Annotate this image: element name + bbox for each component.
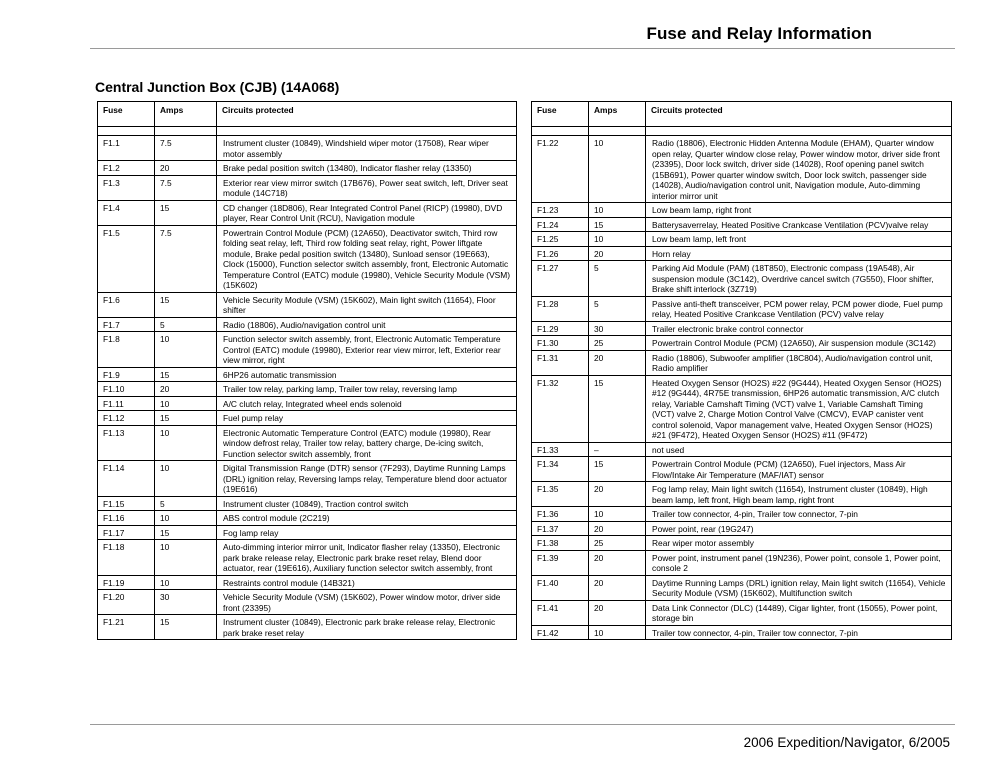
table-row: [532, 321, 952, 336]
table-row: [532, 550, 952, 575]
amps-cell: 15: [155, 200, 217, 225]
circuits-cell: Instrument cluster (10849), Electronic park brake release relay, Electronic park brake reset relay: [217, 615, 517, 640]
amps-cell: 25: [589, 536, 646, 551]
amps-cell: 10: [155, 461, 217, 497]
amps-cell: 20: [589, 521, 646, 536]
table-row: [98, 136, 517, 161]
circuits-cell: Radio (18806), Electronic Hidden Antenna Module (EHAM), Quarter window open relay, Quarter window close relay, Power window motor, driver side front (23395), Door lock switch, driver side (14028), Roof opening panel switch (15B691), Power quarter window switch, Door lock switch, passenger side (14028), Audio/navigation control unit, Navigation module, Auto-dimming interior mirror unit: [646, 136, 952, 203]
column-header-fuse: Fuse: [532, 102, 589, 127]
table-row: [98, 161, 517, 176]
table-row: [532, 336, 952, 351]
circuits-cell: Rear wiper motor assembly: [646, 536, 952, 551]
fuse-table-left-body: [98, 127, 517, 640]
circuits-cell: Parking Aid Module (PAM) (18T850), Electronic compass (19A548), Air suspension module (3C142), Overdrive cancel switch (7G550), Floor shifter, Brake shift interlock (3Z719): [646, 261, 952, 297]
circuits-cell: Powertrain Control Module (PCM) (12A650), Deactivator switch, Third row folding seat relay, left, Third row folding seat relay, right, Power liftgate module, Brake pedal position switch (13480), Sunload sensor (19E663), Clock (15000), Function selector switch assembly, front, Electronic Automatic Temperature Control (EATC) module (19980), Vehicle Security Module (VSM) (15K602): [217, 225, 517, 292]
amps-cell: 30: [589, 321, 646, 336]
circuits-cell: Trailer tow connector, 4-pin, Trailer tow connector, 7-pin: [646, 625, 952, 640]
fuse-cell: F1.38: [532, 536, 589, 551]
amps-cell: 20: [589, 482, 646, 507]
table-row: [532, 625, 952, 640]
column-header-amps: Amps: [589, 102, 646, 127]
circuits-cell: Fog lamp relay, Main light switch (11654), Instrument cluster (10849), High beam lamp, left front, High beam lamp, right front: [646, 482, 952, 507]
amps-cell: 20: [155, 161, 217, 176]
amps-cell: 10: [155, 332, 217, 368]
amps-cell: 10: [589, 507, 646, 522]
circuits-cell: Powertrain Control Module (PCM) (12A650), Fuel injectors, Mass Air Flow/Intake Air Temperature (MAF/IAT) sensor: [646, 457, 952, 482]
table-row: [98, 511, 517, 526]
fuse-cell: F1.22: [532, 136, 589, 203]
spacer-cell: [532, 127, 589, 136]
header-divider: [90, 48, 955, 49]
page-header-title: Fuse and Relay Information: [646, 24, 872, 43]
circuits-cell: Radio (18806), Subwoofer amplifier (18C804), Audio/navigation control unit, Radio amplifier: [646, 350, 952, 375]
table-row: [532, 203, 952, 218]
table-row: [532, 457, 952, 482]
table-row: [98, 382, 517, 397]
fuse-cell: F1.10: [98, 382, 155, 397]
amps-cell: 15: [155, 292, 217, 317]
circuits-cell: Trailer tow relay, parking lamp, Trailer tow relay, reversing lamp: [217, 382, 517, 397]
circuits-cell: Fog lamp relay: [217, 525, 517, 540]
table-row: [532, 232, 952, 247]
circuits-cell: Restraints control module (14B321): [217, 575, 517, 590]
circuits-cell: Batterysaverrelay, Heated Positive Crankcase Ventilation (PCV)valve relay: [646, 217, 952, 232]
fuse-cell: F1.42: [532, 625, 589, 640]
fuse-cell: F1.26: [532, 246, 589, 261]
table-row: [532, 507, 952, 522]
circuits-cell: Low beam lamp, right front: [646, 203, 952, 218]
table-row: [98, 540, 517, 576]
circuits-cell: Daytime Running Lamps (DRL) ignition relay, Main light switch (11654), Vehicle Security Module (VSM) (15K602), Multifunction switch: [646, 575, 952, 600]
circuits-cell: Electronic Automatic Temperature Control (EATC) module (19980), Rear window defrost relay, Trailer tow relay, battery charge, De-icing switch, Function selector switch assembly, front: [217, 425, 517, 461]
fuse-cell: F1.24: [532, 217, 589, 232]
fuse-table-right-body: [532, 127, 952, 640]
circuits-cell: Data Link Connector (DLC) (14489), Cigar lighter, front (15055), Power point, storage bin: [646, 600, 952, 625]
table-spacer-row: [532, 127, 952, 136]
amps-cell: 10: [155, 575, 217, 590]
amps-cell: 5: [155, 496, 217, 511]
section-title: Central Junction Box (CJB) (14A068): [95, 79, 340, 95]
spacer-cell: [589, 127, 646, 136]
fuse-cell: F1.25: [532, 232, 589, 247]
circuits-cell: Exterior rear view mirror switch (17B676), Power seat switch, left, Driver seat module (14C718): [217, 175, 517, 200]
table-row: [98, 590, 517, 615]
amps-cell: 15: [589, 457, 646, 482]
fuse-cell: F1.2: [98, 161, 155, 176]
circuits-cell: ABS control module (2C219): [217, 511, 517, 526]
fuse-cell: F1.16: [98, 511, 155, 526]
table-row: [532, 350, 952, 375]
amps-cell: 20: [589, 600, 646, 625]
column-header-circuits: Circuits protected: [646, 102, 952, 127]
amps-cell: –: [589, 442, 646, 457]
circuits-cell: Vehicle Security Module (VSM) (15K602), Main light switch (11654), Floor shifter: [217, 292, 517, 317]
column-header-circuits: Circuits protected: [217, 102, 517, 127]
fuse-cell: F1.29: [532, 321, 589, 336]
fuse-cell: F1.13: [98, 425, 155, 461]
circuits-cell: Radio (18806), Audio/navigation control unit: [217, 317, 517, 332]
fuse-cell: F1.8: [98, 332, 155, 368]
table-header-row: [98, 102, 517, 127]
fuse-cell: F1.39: [532, 550, 589, 575]
amps-cell: 15: [155, 615, 217, 640]
fuse-cell: F1.1: [98, 136, 155, 161]
table-row: [98, 525, 517, 540]
fuse-cell: F1.37: [532, 521, 589, 536]
spacer-cell: [217, 127, 517, 136]
fuse-cell: F1.18: [98, 540, 155, 576]
amps-cell: 10: [155, 396, 217, 411]
table-row: [532, 261, 952, 297]
amps-cell: 20: [155, 382, 217, 397]
amps-cell: 7.5: [155, 225, 217, 292]
table-row: [532, 482, 952, 507]
amps-cell: 15: [589, 217, 646, 232]
table-row: [98, 332, 517, 368]
amps-cell: 20: [589, 575, 646, 600]
fuse-cell: F1.31: [532, 350, 589, 375]
table-row: [98, 175, 517, 200]
amps-cell: 10: [155, 511, 217, 526]
amps-cell: 30: [155, 590, 217, 615]
table-row: [532, 136, 952, 203]
spacer-cell: [646, 127, 952, 136]
table-row: [532, 442, 952, 457]
amps-cell: 7.5: [155, 136, 217, 161]
amps-cell: 25: [589, 336, 646, 351]
circuits-cell: Instrument cluster (10849), Windshield wiper motor (17508), Rear wiper motor assembly: [217, 136, 517, 161]
fuse-cell: F1.40: [532, 575, 589, 600]
fuse-cell: F1.23: [532, 203, 589, 218]
circuits-cell: Trailer electronic brake control connector: [646, 321, 952, 336]
circuits-cell: Brake pedal position switch (13480), Indicator flasher relay (13350): [217, 161, 517, 176]
fuse-cell: F1.30: [532, 336, 589, 351]
table-row: [532, 217, 952, 232]
amps-cell: 5: [589, 261, 646, 297]
circuits-cell: Passive anti-theft transceiver, PCM power relay, PCM power diode, Fuel pump relay, Heated Positive Crankcase Ventilation (PCV) valve relay: [646, 296, 952, 321]
circuits-cell: Auto-dimming interior mirror unit, Indicator flasher relay (13350), Electronic park brake release relay, Electronic park brake reset relay, Blend door actuator, rear (19E616), Auxiliary function selector switch assembly, front: [217, 540, 517, 576]
fuse-cell: F1.17: [98, 525, 155, 540]
circuits-cell: Power point, instrument panel (19N236), Power point, console 1, Power point, console 2: [646, 550, 952, 575]
table-row: [532, 536, 952, 551]
table-row: [532, 246, 952, 261]
table-row: [98, 367, 517, 382]
table-row: [98, 200, 517, 225]
circuits-cell: Function selector switch assembly, front, Electronic Automatic Temperature Control (EATC) module (19980), Exterior rear view mirror, left, Exterior rear view mirror, right: [217, 332, 517, 368]
table-row: [532, 375, 952, 442]
fuse-cell: F1.6: [98, 292, 155, 317]
amps-cell: 15: [589, 375, 646, 442]
amps-cell: 20: [589, 350, 646, 375]
amps-cell: 20: [589, 246, 646, 261]
table-row: [98, 292, 517, 317]
fuse-table-left: [97, 101, 517, 640]
circuits-cell: A/C clutch relay, Integrated wheel ends solenoid: [217, 396, 517, 411]
amps-cell: 10: [155, 540, 217, 576]
table-row: [532, 296, 952, 321]
amps-cell: 15: [155, 367, 217, 382]
circuits-cell: Fuel pump relay: [217, 411, 517, 426]
amps-cell: 10: [155, 425, 217, 461]
column-header-amps: Amps: [155, 102, 217, 127]
table-row: [98, 575, 517, 590]
circuits-cell: Trailer tow connector, 4-pin, Trailer tow connector, 7-pin: [646, 507, 952, 522]
amps-cell: 10: [589, 203, 646, 218]
fuse-cell: F1.7: [98, 317, 155, 332]
amps-cell: 5: [155, 317, 217, 332]
fuse-cell: F1.32: [532, 375, 589, 442]
amps-cell: 20: [589, 550, 646, 575]
fuse-cell: F1.19: [98, 575, 155, 590]
circuits-cell: Low beam lamp, left front: [646, 232, 952, 247]
table-row: [98, 317, 517, 332]
fuse-cell: F1.33: [532, 442, 589, 457]
fuse-cell: F1.27: [532, 261, 589, 297]
table-header-row: [532, 102, 952, 127]
footer-text: 2006 Expedition/Navigator, 6/2005: [743, 735, 950, 750]
circuits-cell: Power point, rear (19G247): [646, 521, 952, 536]
spacer-cell: [98, 127, 155, 136]
fuse-table-right: [531, 101, 952, 640]
circuits-cell: Heated Oxygen Sensor (HO2S) #22 (9G444), Heated Oxygen Sensor (HO2S) #12 (9G444), 4R75E transmission, 6HP26 automatic transmission, A/C clutch relay, Variable Camshaft Timing (VCT) valve 1, Variable Camshaft Timing (VCT) valve 2, Charge Motion Control Valve (CMCV), EVAP canister vent control solenoid, Vapor management valve, Heated Oxygen Sensor (HO2S) #21 (9F472), Heated Oxygen Sensor (HO2S) #11 (9F472): [646, 375, 952, 442]
amps-cell: 5: [589, 296, 646, 321]
circuits-cell: Digital Transmission Range (DTR) sensor (7F293), Daytime Running Lamps (DRL) ignition relay, Reversing lamps relay, Temperature blend door actuator (19E616): [217, 461, 517, 497]
fuse-cell: F1.41: [532, 600, 589, 625]
fuse-cell: F1.11: [98, 396, 155, 411]
fuse-cell: F1.9: [98, 367, 155, 382]
fuse-cell: F1.4: [98, 200, 155, 225]
fuse-cell: F1.34: [532, 457, 589, 482]
table-row: [98, 225, 517, 292]
table-row: [98, 425, 517, 461]
table-row: [98, 396, 517, 411]
circuits-cell: Horn relay: [646, 246, 952, 261]
table-row: [98, 496, 517, 511]
fuse-cell: F1.36: [532, 507, 589, 522]
amps-cell: 10: [589, 625, 646, 640]
spacer-cell: [155, 127, 217, 136]
amps-cell: 10: [589, 232, 646, 247]
fuse-cell: F1.14: [98, 461, 155, 497]
fuse-cell: F1.3: [98, 175, 155, 200]
circuits-cell: CD changer (18D806), Rear Integrated Control Panel (RICP) (19980), DVD player, Rear Control Unit (RCU), Navigation module: [217, 200, 517, 225]
table-row: [532, 521, 952, 536]
column-header-fuse: Fuse: [98, 102, 155, 127]
table-spacer-row: [98, 127, 517, 136]
fuse-cell: F1.5: [98, 225, 155, 292]
amps-cell: 10: [589, 136, 646, 203]
circuits-cell: Instrument cluster (10849), Traction control switch: [217, 496, 517, 511]
table-row: [532, 600, 952, 625]
amps-cell: 15: [155, 525, 217, 540]
table-row: [98, 461, 517, 497]
table-row: [98, 411, 517, 426]
amps-cell: 7.5: [155, 175, 217, 200]
fuse-cell: F1.15: [98, 496, 155, 511]
table-row: [532, 575, 952, 600]
circuits-cell: 6HP26 automatic transmission: [217, 367, 517, 382]
fuse-cell: F1.12: [98, 411, 155, 426]
circuits-cell: Powertrain Control Module (PCM) (12A650), Air suspension module (3C142): [646, 336, 952, 351]
fuse-cell: F1.21: [98, 615, 155, 640]
fuse-cell: F1.35: [532, 482, 589, 507]
circuits-cell: not used: [646, 442, 952, 457]
amps-cell: 15: [155, 411, 217, 426]
table-row: [98, 615, 517, 640]
circuits-cell: Vehicle Security Module (VSM) (15K602), Power window motor, driver side front (23395): [217, 590, 517, 615]
footer-divider: [90, 724, 955, 725]
fuse-cell: F1.20: [98, 590, 155, 615]
fuse-cell: F1.28: [532, 296, 589, 321]
